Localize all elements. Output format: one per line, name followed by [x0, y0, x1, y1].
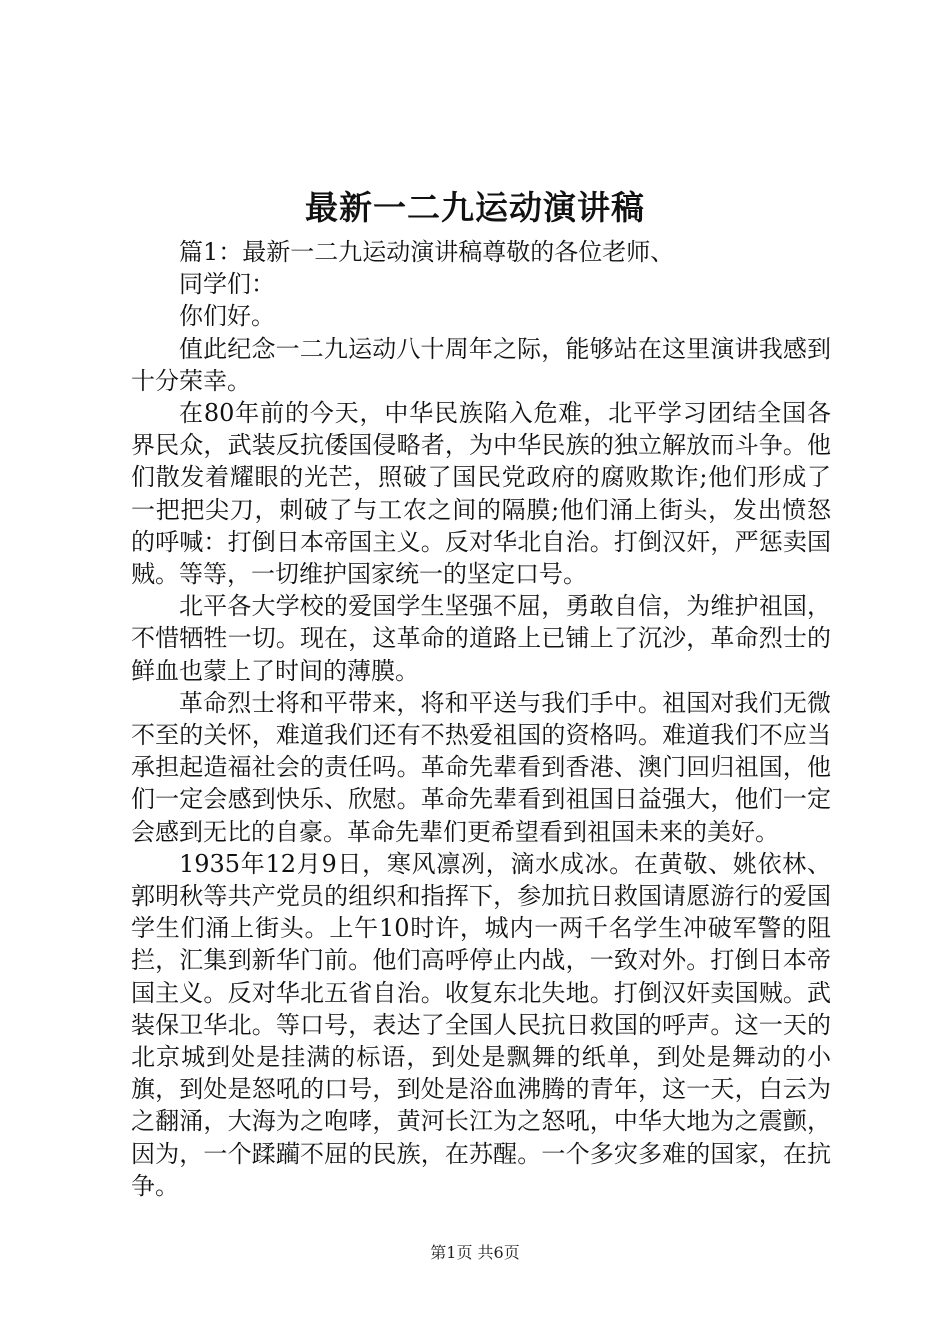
paragraph-5: 在80年前的今天，中华民族陷入危难，北平学习团结全国各界民众，武装反抗倭国侵略者，为中华民族的独立解放而斗争。他们散发着耀眼的光芒，照破了国民党政府的腐败欺诈;他们形成了一把把尖刀，刺破了与工农之间的隔膜;他们涌上街头，发出愤怒的呼喊：打倒日本帝国主义。反对华北自治。打倒汉奸，严惩卖国贼。等等，一切维护国家统一的坚定口号。 — [131, 399, 831, 589]
paragraph-6: 北平各大学校的爱国学生坚强不屈，勇敢自信，为维护祖国，不惜牺牲一切。现在，这革命的道路上已铺上了沉沙，革命烈士的鲜血也蒙上了时间的薄膜。 — [131, 592, 831, 685]
paragraph-7: 革命烈士将和平带来，将和平送与我们手中。祖国对我们无微不至的关怀，难道我们还有不热爱祖国的资格吗。难道我们不应当承担起造福社会的责任吗。革命先辈看到香港、澳门回归祖国，他们一定会感到快乐、欣慰。革命先辈看到祖国日益强大，他们一定会感到无比的自豪。革命先辈们更希望看到祖国未来的美好。 — [131, 688, 831, 846]
paragraph-4: 值此纪念一二九运动八十周年之际，能够站在这里演讲我感到十分荣幸。 — [131, 334, 831, 395]
document-title: 最新一二九运动演讲稿 — [305, 188, 645, 227]
document-body — [131, 236, 831, 1202]
paragraph-8: 1935年12月9日，寒风凛冽，滴水成冰。在黄敬、姚依林、郭明秋等共产党员的组织和指挥下，参加抗日救国请愿游行的爱国学生们涌上街头。上午10时许，城内一两千名学生冲破军警的阻拦，汇集到新华门前。他们高呼停止内战，一致对外。打倒日本帝国主义。反对华北五省自治。收复东北失地。打倒汉奸卖国贼。武装保卫华北。等口号，表达了全国人民抗日救国的呼声。这一天的北京城到处是挂满的标语，到处是飘舞的纸单，到处是舞动的小旗，到处是怒吼的口号，到处是浴血沸腾的青年，这一天，白云为之翻涌，大海为之咆哮，黄河长江为之怒吼，中华大地为之震颤，因为，一个蹂躏不屈的民族，在苏醒。一个多灾多难的国家，在抗争。 — [131, 849, 831, 1200]
paragraph-1: 篇1：最新一二九运动演讲稿尊敬的各位老师、 — [179, 238, 675, 266]
page-footer: 第1页 共6页 — [430, 1243, 520, 1262]
paragraph-2: 同学们： — [179, 270, 275, 299]
paragraph-3: 你们好。 — [179, 302, 275, 331]
